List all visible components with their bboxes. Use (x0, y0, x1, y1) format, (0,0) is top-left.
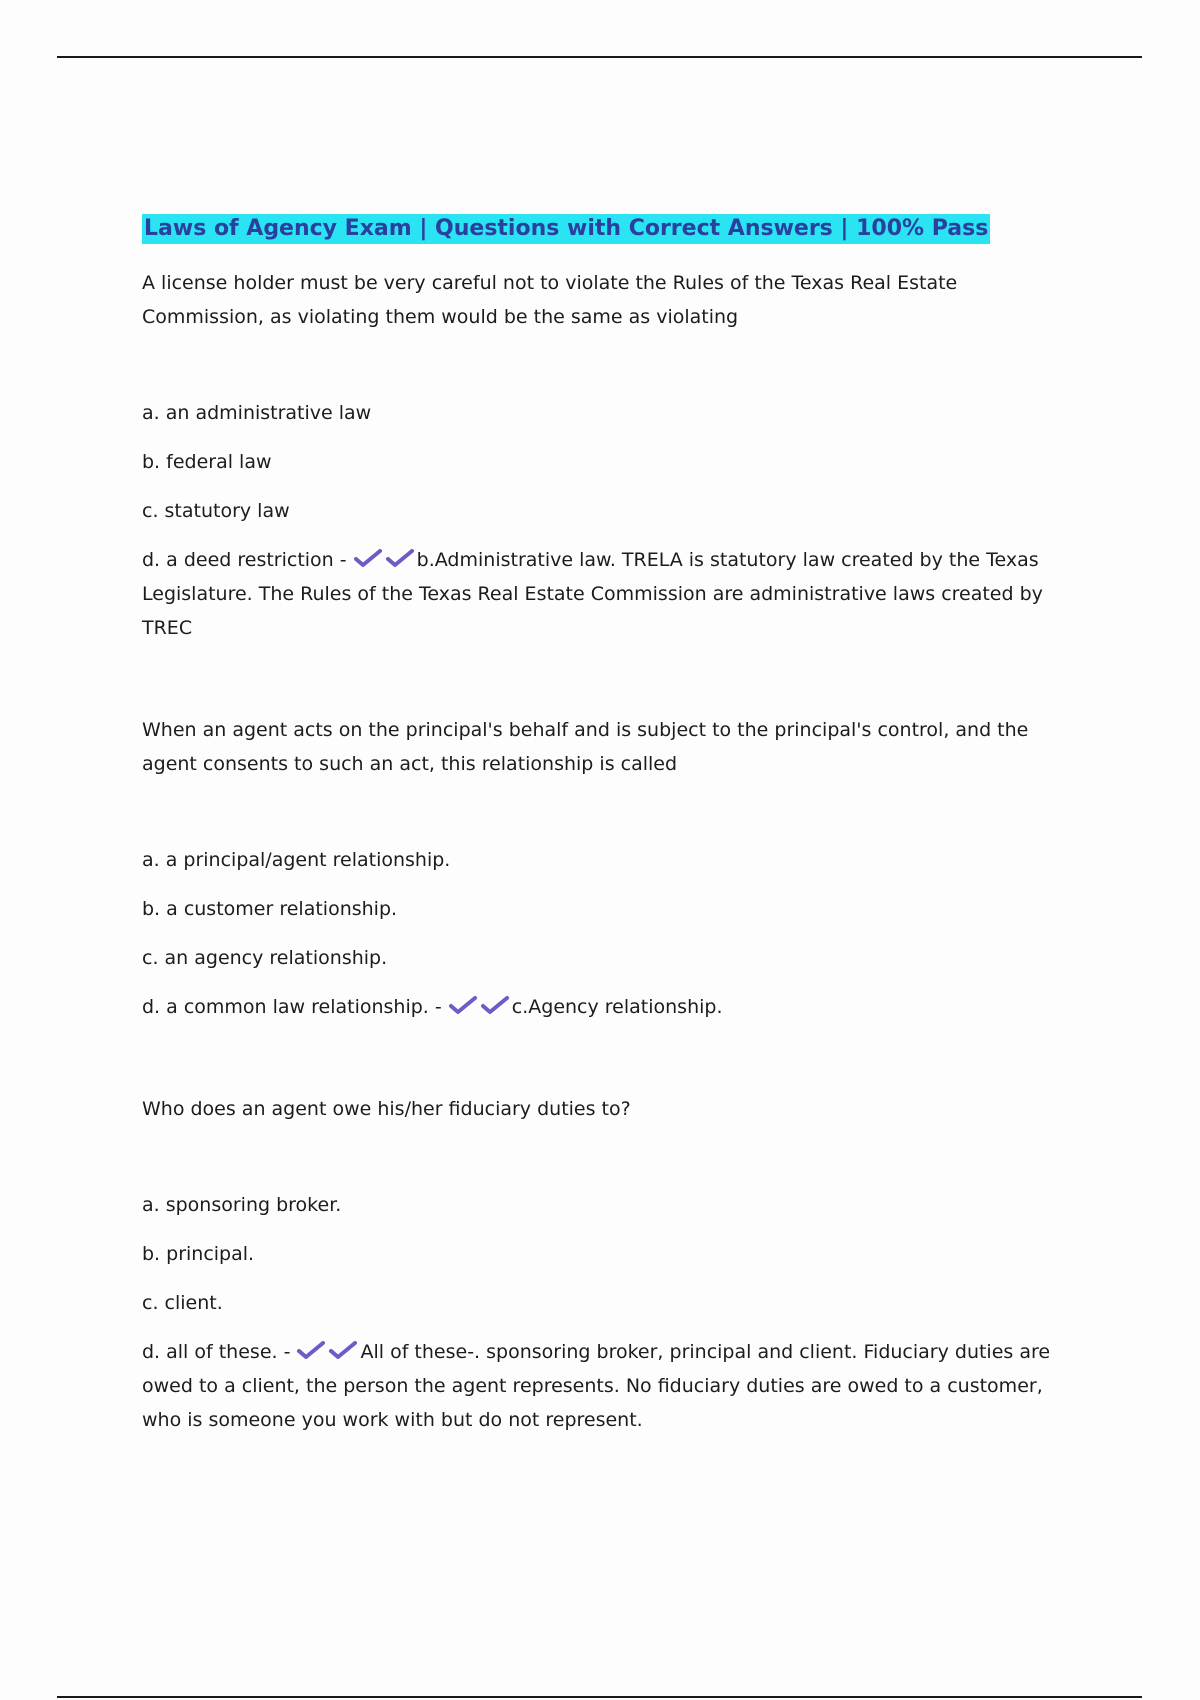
option-c: c. client. (142, 1292, 223, 1314)
option-a: a. a principal/agent relationship. (142, 849, 451, 871)
option-d: d. a common law relationship. - (142, 996, 442, 1018)
bottom-rule (57, 1696, 1142, 1698)
check-icon (328, 1340, 358, 1360)
option-d-with-answer (142, 990, 1062, 1024)
option-a: a. sponsoring broker. (142, 1194, 342, 1216)
document-title: Laws of Agency Exam | Questions with Correct Answers | 100% Pass (142, 214, 990, 244)
answer-text: All of these-. sponsoring broker, principal and client. Fiduciary duties are owed to a client, the person the agent represents. No fiduciary duties are owed to a customer, who is someone you work with but do not represent. (142, 1341, 1051, 1431)
option-b: b. principal. (142, 1243, 255, 1265)
option-d-with-answer (142, 543, 1062, 645)
question-text: When an agent acts on the principal's behalf and is subject to the principal's control, and the agent consents to such an act, this relationship is called (142, 719, 1029, 775)
option-b: b. federal law (142, 451, 272, 473)
option-d: d. a deed restriction - (142, 549, 347, 571)
document-body (142, 214, 1062, 1505)
option-b: b. a customer relationship. (142, 898, 398, 920)
check-icon (296, 1340, 326, 1360)
option-a: a. an administrative law (142, 402, 372, 424)
question-block (142, 1092, 1062, 1437)
option-d-with-answer (142, 1335, 1062, 1437)
answer-text: c.Agency relationship. (511, 996, 723, 1018)
option-d: d. all of these. - (142, 1341, 291, 1363)
check-icon (385, 548, 415, 568)
option-c: c. an agency relationship. (142, 947, 388, 969)
question-text: A license holder must be very careful not to violate the Rules of the Texas Real Estate Commission, as violating them would be the same as violating (142, 272, 958, 328)
option-c: c. statutory law (142, 500, 290, 522)
check-icon (353, 548, 383, 568)
check-icon (480, 995, 510, 1015)
question-block (142, 713, 1062, 1024)
answer-text: b.Administrative law. TRELA is statutory law created by the Texas Legislature. The Rules of the Texas Real Estate Commission are administrative laws created by TREC (142, 549, 1043, 639)
check-icon (448, 995, 478, 1015)
top-rule (57, 56, 1142, 58)
question-block (142, 266, 1062, 645)
question-text: Who does an agent owe his/her fiduciary duties to? (142, 1098, 631, 1120)
